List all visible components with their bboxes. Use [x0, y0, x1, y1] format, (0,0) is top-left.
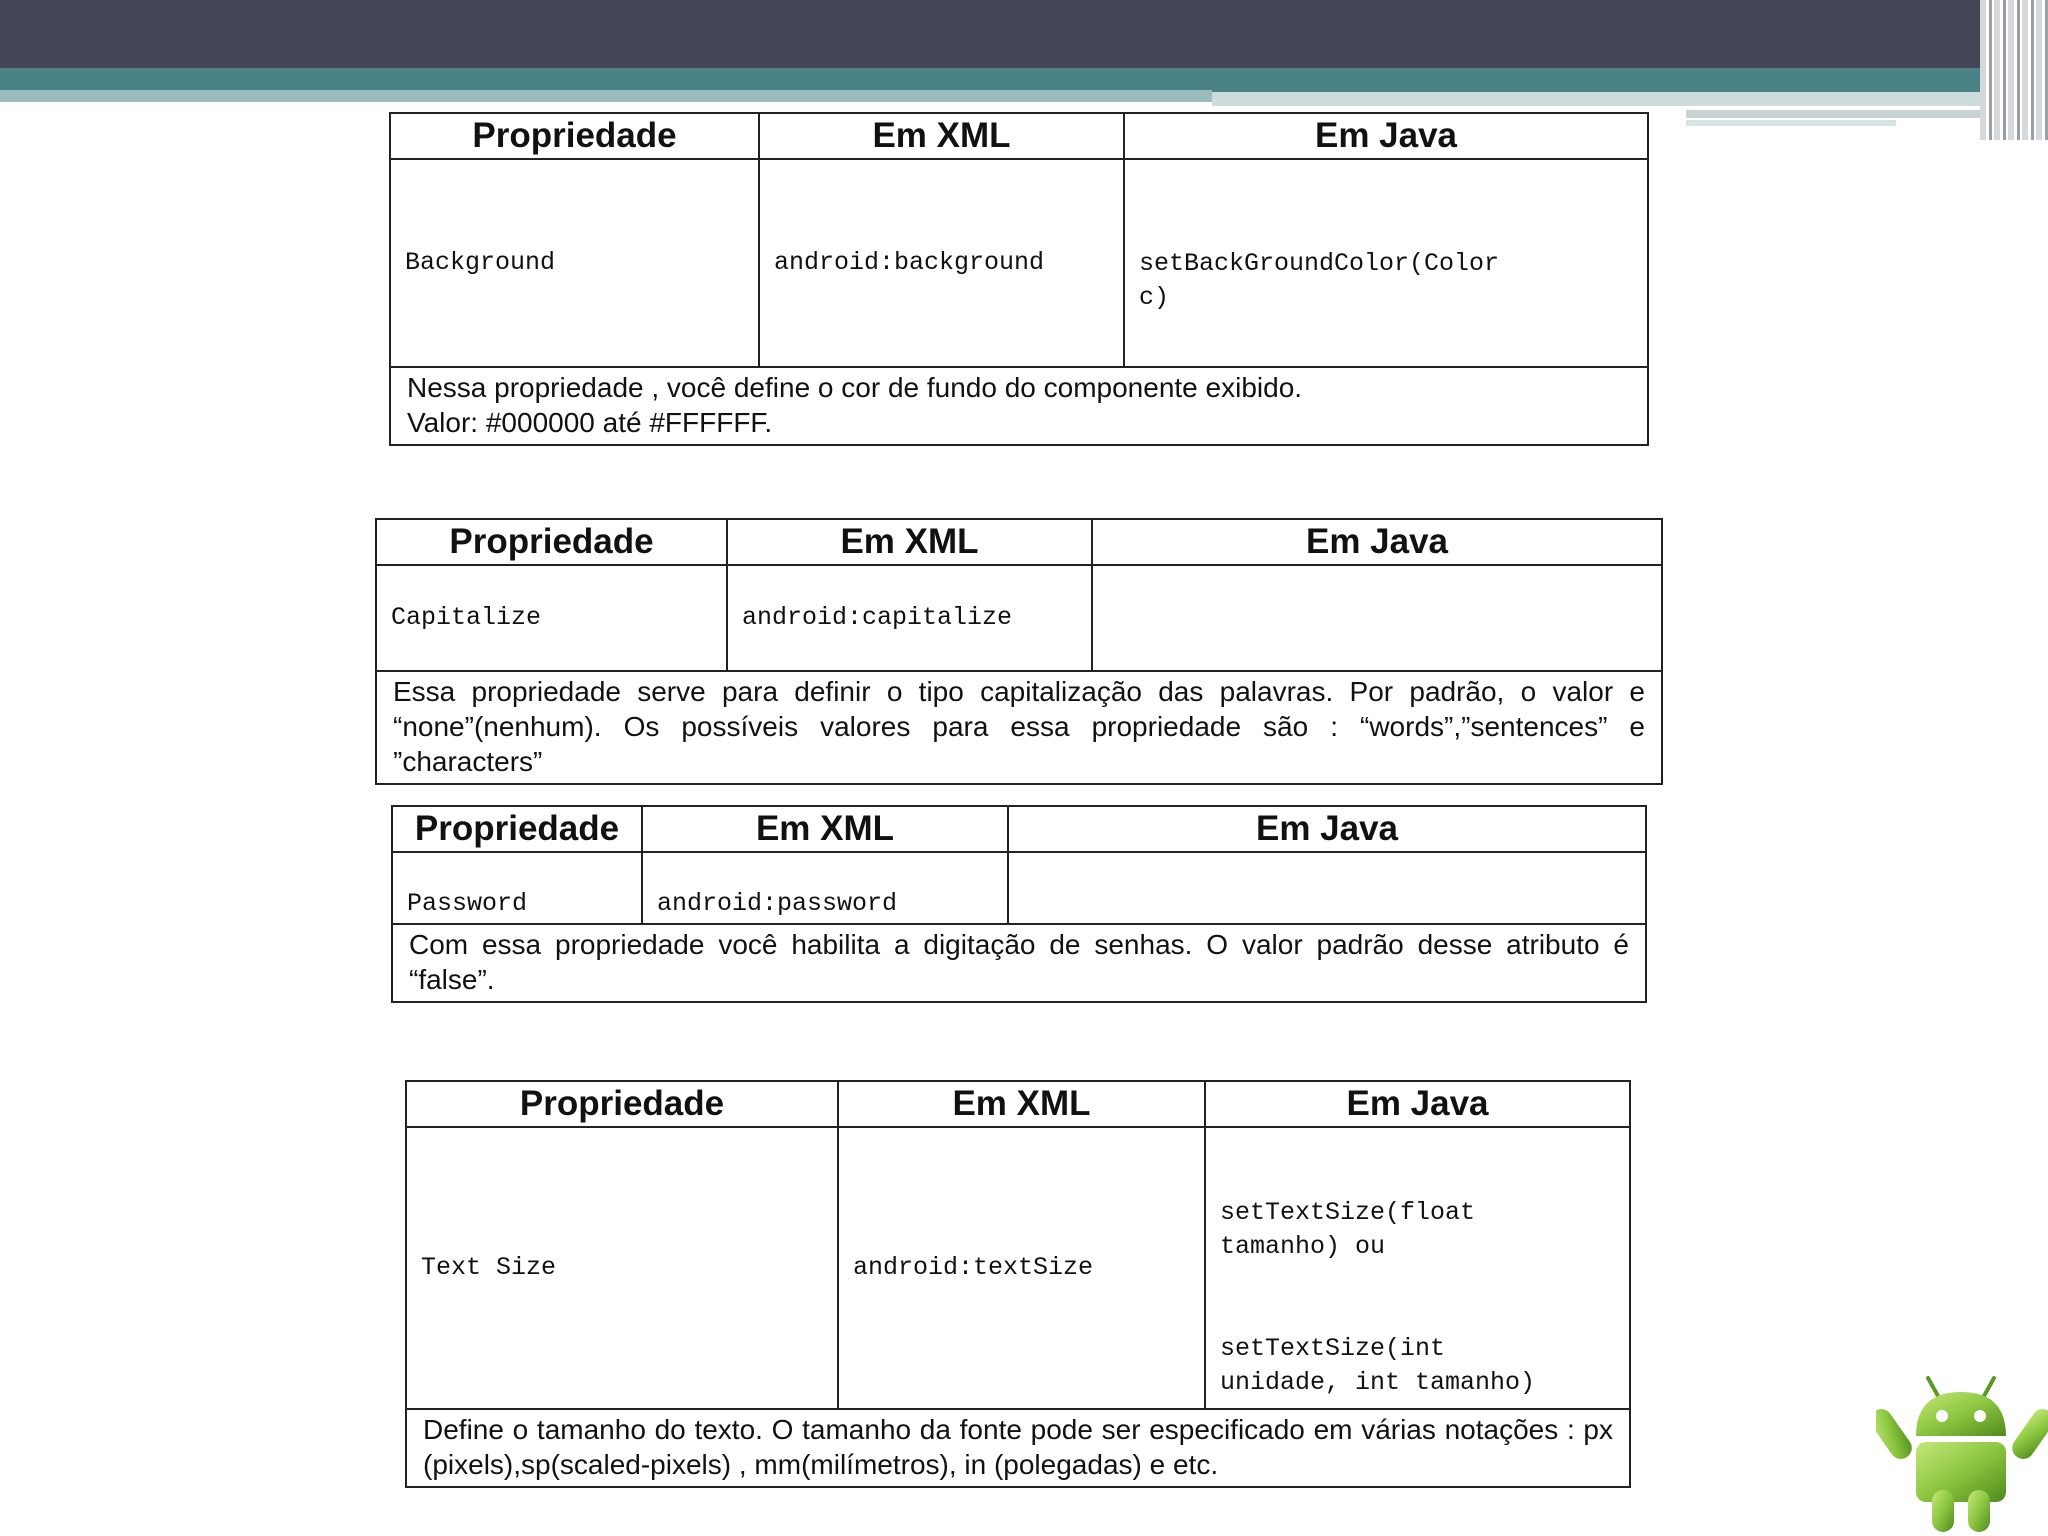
header-bar-dark [0, 0, 2048, 68]
property-name: Background [390, 159, 759, 367]
java-method [1008, 852, 1646, 924]
header-em-java: Em Java [1092, 519, 1662, 565]
java-method [1092, 565, 1662, 671]
property-description: Nessa propriedade , você define o cor de fundo do componente exibido. Valor: #000000 até #FFFFFF. [390, 367, 1648, 445]
xml-attribute: android:textSize [838, 1127, 1205, 1409]
java-method: setBackGroundColor(Color c) [1124, 159, 1648, 367]
property-table-password [391, 805, 1647, 1003]
property-description: Com essa propriedade você habilita a digitação de senhas. O valor padrão desse atributo é “false”. [392, 924, 1646, 1002]
property-table-capitalize [375, 518, 1663, 785]
property-table-textsize [405, 1080, 1631, 1488]
header-em-xml: Em XML [727, 519, 1092, 565]
java-method: setTextSize(float tamanho) ou setTextSize(int unidade, int tamanho) [1205, 1127, 1630, 1409]
property-table-background [389, 112, 1649, 446]
header-em-java: Em Java [1008, 806, 1646, 852]
header-bar-teal [0, 68, 2048, 92]
header-bar-light [0, 90, 1212, 102]
xml-attribute: android:capitalize [727, 565, 1092, 671]
property-description: Define o tamanho do texto. O tamanho da fonte pode ser especificado em várias notações : px (pixels),sp(scaled-pixels) , mm(milímetros), in (polegadas) e etc. [406, 1409, 1630, 1487]
header-em-xml: Em XML [642, 806, 1008, 852]
header-bar-light-right [1212, 92, 2048, 106]
header-propriedade: Propriedade [390, 113, 759, 159]
header-stripes [1980, 0, 2048, 140]
android-robot-icon [1876, 1366, 2048, 1536]
xml-attribute: android:password [642, 852, 1008, 924]
property-name: Capitalize [376, 565, 727, 671]
property-name: Text Size [406, 1127, 838, 1409]
property-description: Essa propriedade serve para definir o tipo capitalização das palavras. Por padrão, o valor e “none”(nenhum). Os possíveis valores para essa propriedade são : “words”,”sentences” e ”characters” [376, 671, 1662, 784]
property-name: Password [392, 852, 642, 924]
header-propriedade: Propriedade [392, 806, 642, 852]
header-em-java: Em Java [1124, 113, 1648, 159]
header-em-xml: Em XML [838, 1081, 1205, 1127]
header-em-java: Em Java [1205, 1081, 1630, 1127]
header-em-xml: Em XML [759, 113, 1124, 159]
header-propriedade: Propriedade [406, 1081, 838, 1127]
xml-attribute: android:background [759, 159, 1124, 367]
header-accent-line-short [1686, 120, 1896, 126]
header-propriedade: Propriedade [376, 519, 727, 565]
